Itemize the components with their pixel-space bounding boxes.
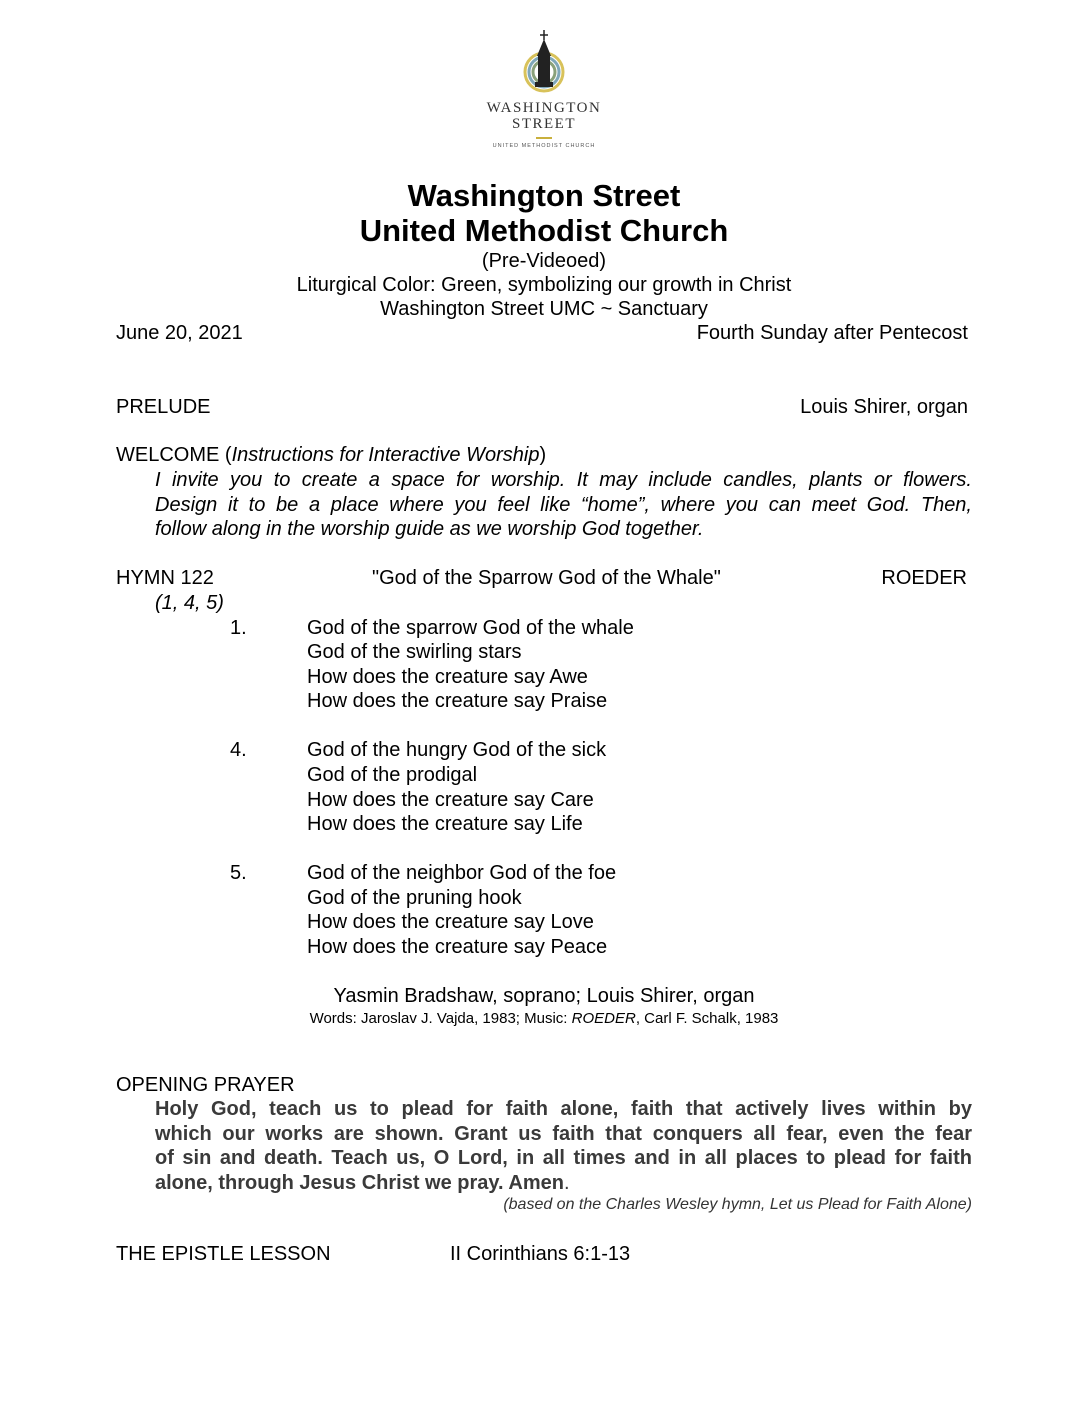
- logo-word-washington: WASHINGTON: [486, 100, 602, 116]
- welcome-text-line: I invite you to create a space for worship. It may include candles, plants or flowers.: [155, 469, 972, 491]
- verse-line: God of the pruning hook: [307, 887, 522, 909]
- liturgical-day: Fourth Sunday after Pentecost: [696, 322, 968, 344]
- prayer-end-punct: .: [563, 1172, 570, 1194]
- service-format: (Pre-Videoed): [481, 250, 607, 272]
- verse-line: How does the creature say Care: [307, 789, 594, 811]
- hymn-title: "God of the Sparrow God of the Whale": [372, 567, 721, 589]
- hymn-verses-note: (1, 4, 5): [155, 592, 224, 614]
- verse-line: God of the neighbor God of the foe: [307, 862, 617, 884]
- verse-line: How does the creature say Life: [307, 813, 583, 835]
- verse-number: 1.: [230, 617, 247, 639]
- service-date: June 20, 2021: [116, 322, 243, 344]
- welcome-close: ): [539, 444, 547, 466]
- hymn-tune: ROEDER: [881, 567, 967, 589]
- verse-line: How does the creature say Praise: [307, 690, 608, 712]
- verse-line: How does the creature say Peace: [307, 936, 608, 958]
- welcome-text-line: follow along in the worship guide as we worship God together.: [155, 518, 704, 540]
- prayer-line: of sin and death. Teach us, O Lord, in all times and in all places to plead for faith: [155, 1147, 972, 1169]
- hymn-credits-words: Words: Jaroslav J. Vajda, 1983; Music:: [309, 1010, 572, 1027]
- logo-word-street: STREET: [512, 116, 576, 132]
- page-title-line1: Washington Street: [407, 178, 681, 213]
- welcome-label: WELCOME (: [116, 444, 232, 466]
- welcome-heading: [116, 444, 546, 467]
- page-title-line2: United Methodist Church: [359, 213, 729, 248]
- hymn-credits-tune: ROEDER: [571, 1010, 636, 1027]
- prelude-label: PRELUDE: [116, 396, 211, 418]
- verse-line: God of the sparrow God of the whale: [307, 617, 634, 639]
- verse-line: God of the hungry God of the sick: [307, 739, 607, 761]
- welcome-instructions: Instructions for Interactive Worship: [231, 444, 540, 466]
- verse-line: God of the swirling stars: [307, 641, 522, 663]
- verse-line: God of the prodigal: [307, 764, 478, 786]
- hymn-performers: Yasmin Bradshaw, soprano; Louis Shirer, organ: [333, 985, 755, 1007]
- hymn-credits: [0, 1010, 1088, 1027]
- hymn-credits-composer: , Carl F. Schalk, 1983: [635, 1010, 779, 1027]
- prayer-source: (based on the Charles Wesley hymn, Let us Plead for Faith Alone): [503, 1196, 972, 1213]
- verse-line: How does the creature say Awe: [307, 666, 588, 688]
- logo-divider: [536, 137, 552, 139]
- liturgical-color: Liturgical Color: Green, symbolizing our growth in Christ: [296, 274, 792, 296]
- epistle-reference: II Corinthians 6:1-13: [450, 1243, 631, 1265]
- hymn-label: HYMN 122: [116, 567, 214, 589]
- prayer-line: Holy God, teach us to plead for faith alone, faith that actively lives within by: [155, 1098, 972, 1120]
- verse-number: 5.: [230, 862, 247, 884]
- steeple-icon: [444, 26, 644, 98]
- prayer-line: which our works are shown. Grant us faith that conquers all fear, even the fear: [155, 1123, 972, 1145]
- verse-line: How does the creature say Love: [307, 911, 594, 933]
- opening-prayer-label: OPENING PRAYER: [116, 1074, 295, 1096]
- service-location: Washington Street UMC ~ Sanctuary: [380, 298, 708, 320]
- epistle-label: THE EPISTLE LESSON: [116, 1243, 331, 1265]
- prelude-performer: Louis Shirer, organ: [800, 396, 968, 418]
- church-logo: [444, 26, 644, 156]
- verse-number: 4.: [230, 739, 247, 761]
- logo-subtitle: UNITED METHODIST CHURCH: [492, 143, 596, 149]
- prayer-line-last: [155, 1172, 972, 1195]
- welcome-text-line: Design it to be a place where you feel like “home”, where you can meet God. Then,: [155, 494, 972, 516]
- prayer-line: alone, through Jesus Christ we pray. Amen: [155, 1172, 564, 1194]
